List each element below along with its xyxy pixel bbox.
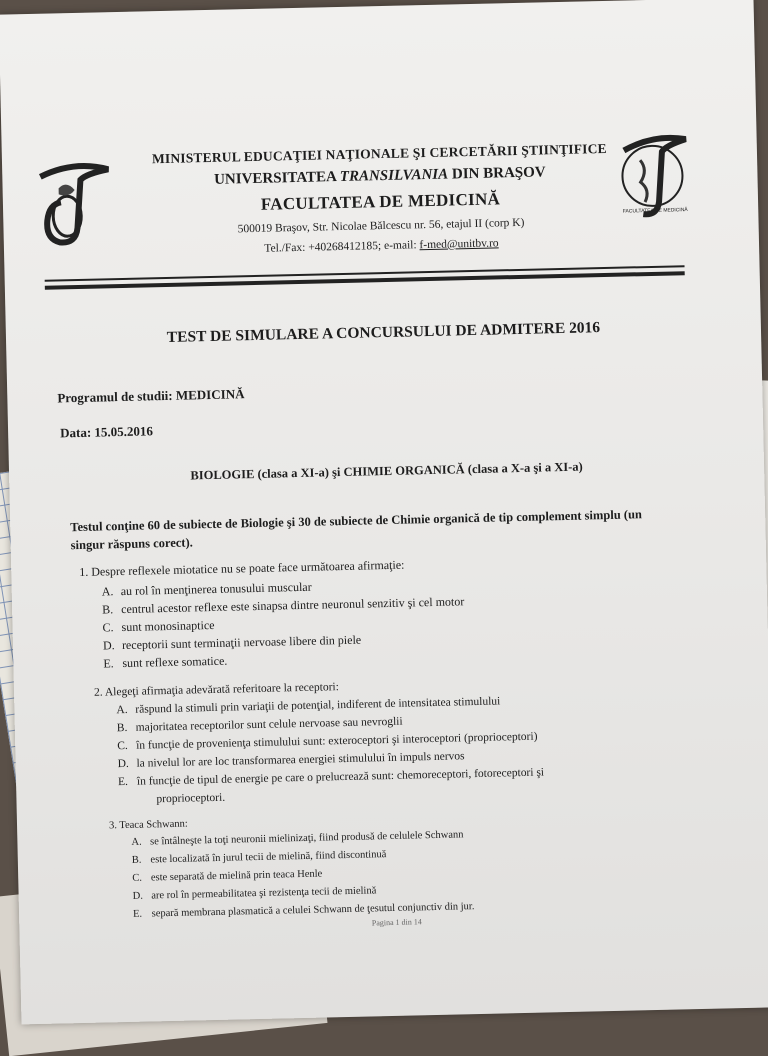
question-3 [109, 806, 731, 924]
test-title: TEST DE SIMULARE A CONCURSULUI DE ADMITERE 2016 [166, 319, 601, 346]
contact-email-link[interactable]: f-med@unitbv.ro [419, 237, 499, 252]
option-letter: D. [117, 757, 129, 771]
university-name-italic: TRANSILVANIA [339, 166, 449, 185]
page-footer: Pagina 1 din 14 [371, 917, 422, 928]
svg-text:FACULTATEA DE MEDICINĂ: FACULTATEA DE MEDICINĂ [622, 207, 688, 215]
option-letter: B. [102, 602, 114, 617]
question-2 [94, 672, 737, 809]
option-text: sunt reflexe somatice. [122, 653, 228, 671]
option-letter: E. [117, 775, 129, 789]
option-text: are rol în permeabilitatea şi rezistenţa tecii de mielină [151, 885, 377, 902]
option-text: centrul acestor reflexe este sinapsa dintre neuronul senzitiv şi cel motor [120, 594, 465, 617]
test-date: Data: 15.05.2016 [59, 423, 154, 441]
option-text: separă membrana plasmatică a celulei Schwann de ţesutul conjunctiv din jur. [151, 901, 475, 920]
option-letter: C. [132, 872, 143, 884]
option-text: în funcţie de provenienţa stimulului sunt: exteroceptori şi interoceptori (proprioceptori) [136, 730, 538, 752]
question-text: 1. Despre reflexele miotatice nu se poate face următoarea afirmaţie: [79, 557, 405, 580]
option-text: majoritatea receptorilor sunt celule nervoase sau nevroglii [135, 715, 403, 734]
question-text: 3. Teaca Schwann: [108, 818, 188, 832]
option-letter: D. [102, 638, 115, 653]
option-letter: A. [101, 584, 114, 599]
option-letter: B. [131, 854, 142, 866]
option-letter: A. [116, 703, 128, 717]
study-program: Programul de studii: MEDICINĂ [57, 386, 245, 406]
option-letter: D. [132, 890, 144, 902]
faculty-name: FACULTATEA DE MEDICINĂ [260, 189, 501, 214]
option-text: au rol în menţinerea tonusului muscular [120, 579, 312, 599]
option-text: în funcţie de tipul de energie pe care o prelucrează sunt: chemoreceptori, fotoreceptori şi [136, 766, 545, 788]
option-text: la nivelul lor are loc transformarea energiei stimulului în impuls nervos [136, 750, 465, 770]
option-letter: E. [103, 656, 114, 671]
option-letter: C. [102, 620, 114, 635]
university-prefix: UNIVERSITATEA [213, 168, 341, 188]
option-letter: A. [131, 836, 142, 848]
option-text: este localizată în jurul tecii de mielină, fiind discontinuă [150, 849, 387, 866]
option-text: receptorii sunt terminaţii nervoase libere din piele [121, 632, 362, 653]
contact-phone: Tel./Fax: +40268412185; e-mail: [264, 239, 420, 255]
option-letter: C. [117, 739, 128, 753]
option-letter: B. [116, 721, 128, 735]
faculty-address: 500019 Braşov, Str. Nicolae Bălcescu nr. 56, etajul II (corp K) [237, 216, 525, 236]
question-text: 2. Alegeţi afirmaţia adevărată referitoare la receptori: [93, 681, 339, 699]
option-letter: E. [132, 908, 143, 920]
option-text: se întâlneşte la toţi neuronii mielinizaţi, fiind produsă de celulele Schwann [149, 829, 464, 848]
question-1 [79, 550, 721, 672]
university-suffix: DIN BRAŞOV [447, 164, 546, 183]
subjects-heading: BIOLOGIE (clasa a XI-a) şi CHIMIE ORGANICĂ (clasa a X-a şi a XI-a) [190, 459, 583, 483]
option-text-continuation: proprioceptori. [156, 791, 226, 806]
option-text: este separată de mielină prin teaca Henle [150, 868, 323, 884]
option-text: răspund la stimuli prin variaţii de potenţial, indiferent de intensitatea stimulului [135, 695, 501, 716]
test-instructions: Testul conţine 60 de subiecte de Biologie şi 30 de subiecte de Chimie organică de tip complement simplu (un singur răspuns corect). [70, 507, 643, 553]
option-text: sunt monosinaptice [121, 617, 215, 635]
ministry-name: MINISTERUL EDUCAŢIEI NAŢIONALE ŞI CERCETĂRII ŞTIINŢIFICE [151, 140, 607, 167]
